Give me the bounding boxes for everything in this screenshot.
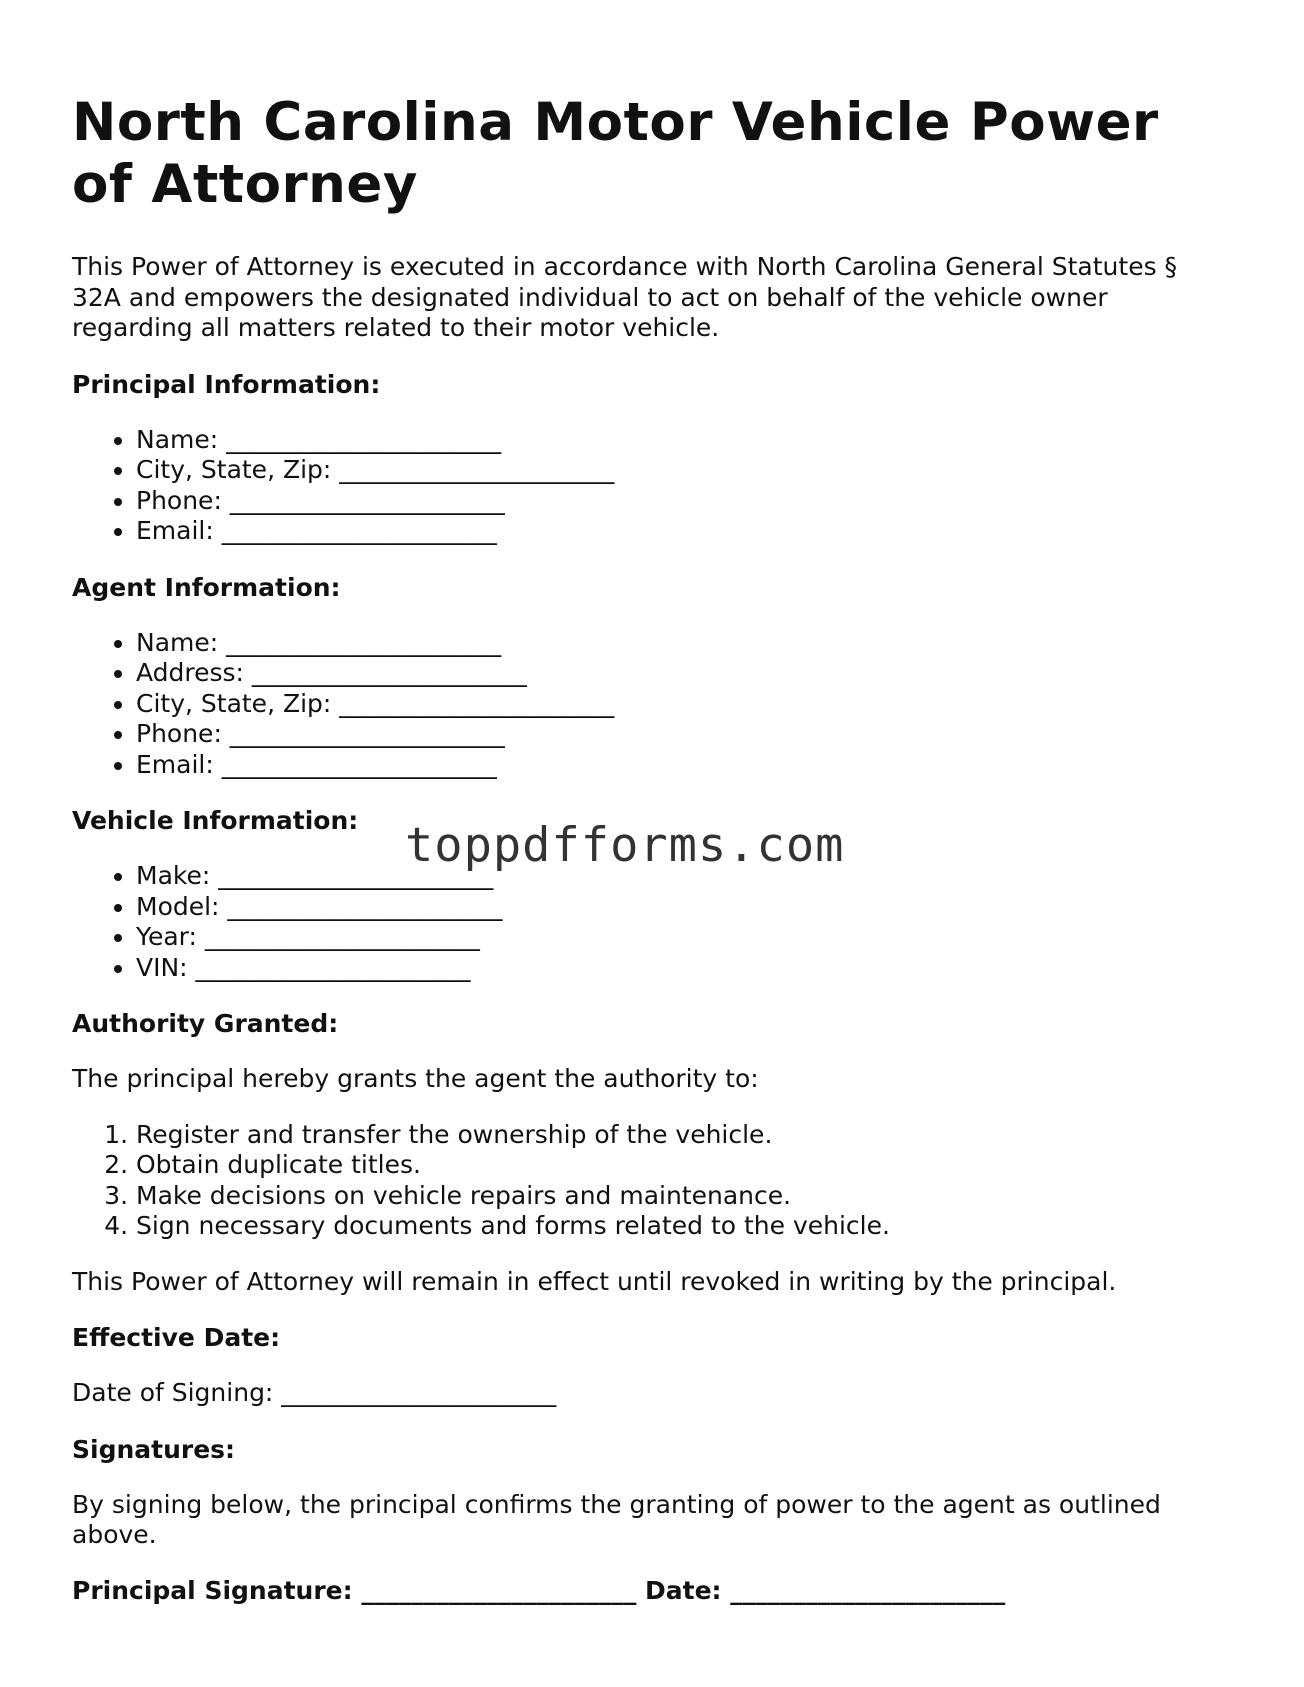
authority-item: 2. Obtain duplicate titles. [136,1150,1232,1181]
document-title: North Carolina Motor Vehicle Power of Attorney [72,92,1159,215]
agent-address-field: • Address: ______________________ [136,658,1232,689]
duration-paragraph: This Power of Attorney will remain in effect until revoked in writing by the principal. [72,1266,1117,1296]
principal-fields [72,425,1232,547]
principal-city-field: • City, State, Zip: ______________________ [136,455,1232,486]
agent-phone-field: • Phone: ______________________ [136,719,1232,750]
effective-date-heading: Effective Date: [72,1323,281,1352]
agent-heading: Agent Information: [72,572,341,602]
principal-name-field: • Name: ______________________ [136,425,1232,456]
vehicle-heading: Vehicle Information: [72,806,359,835]
vehicle-fields [72,861,1232,983]
vehicle-year-field: • Year: ______________________ [136,922,1232,953]
authority-item: 1. Register and transfer the ownership of the vehicle. [136,1120,1232,1151]
signatures-paragraph: By signing below, the principal confirms the granting of power to the agent as outlined above. [72,1489,1161,1549]
agent-email-field: • Email: ______________________ [136,750,1232,781]
authority-item: 4. Sign necessary documents and forms related to the vehicle. [136,1211,1232,1242]
vehicle-vin-field: • VIN: ______________________ [136,953,1232,984]
principal-signature-line: Principal Signature: ______________________ Date: ______________________ [72,1575,1006,1605]
watermark: toppdfforms.com [405,818,845,873]
document-page [72,0,1232,1606]
intro-paragraph: This Power of Attorney is executed in accordance with North Carolina General Statutes § 32A and empowers the designated individual to act on behalf of the vehicle owner regarding all matters related to their motor vehicle. [72,252,1178,342]
vehicle-model-field: • Model: ______________________ [136,892,1232,923]
authority-item: 3. Make decisions on vehicle repairs and maintenance. [136,1181,1232,1212]
agent-fields [72,628,1232,781]
signatures-heading: Signatures: [72,1434,236,1464]
authority-list [72,1120,1232,1242]
agent-name-field: • Name: ______________________ [136,628,1232,659]
date-of-signing-field: Date of Signing: ______________________ [72,1378,557,1407]
agent-city-field: • City, State, Zip: ______________________ [136,689,1232,720]
authority-heading: Authority Granted: [72,1009,339,1038]
principal-email-field: • Email: ______________________ [136,516,1232,547]
authority-lead: The principal hereby grants the agent the authority to: [72,1064,759,1093]
principal-heading: Principal Information: [72,369,381,399]
principal-phone-field: • Phone: ______________________ [136,486,1232,517]
vehicle-make-field: • Make: ______________________ [136,861,1232,892]
